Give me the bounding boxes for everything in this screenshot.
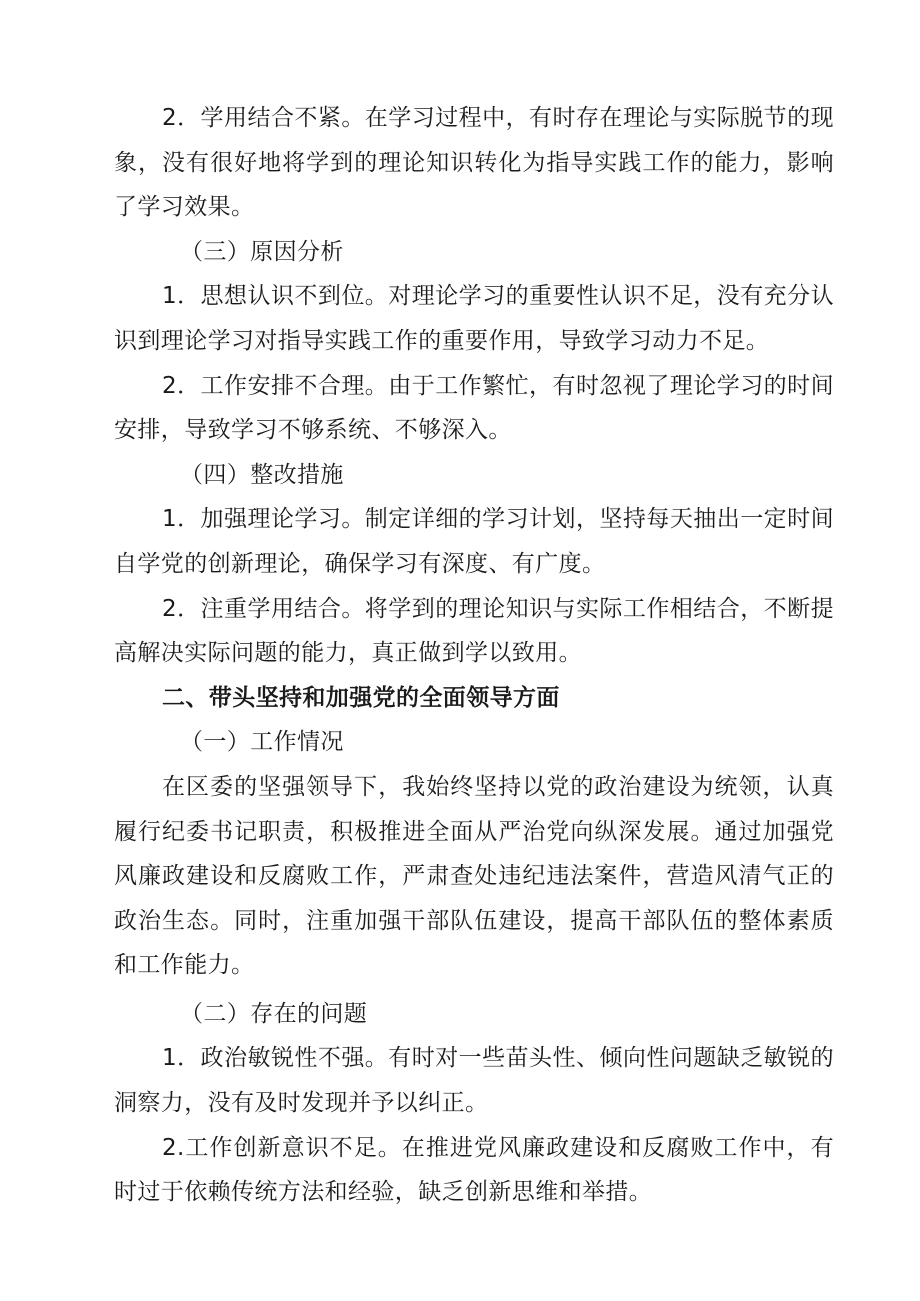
paragraph-political-sensitivity: 1．政治敏锐性不强。有时对一些苗头性、倾向性问题缺乏敏锐的洞察力，没有及时发现并予以纠正。 [114, 1045, 834, 1117]
subheading-rectification-measures: （四）整改措施 [180, 461, 344, 488]
paragraph-learning-application: 2．学用结合不紧。在学习过程中，有时存在理论与实际脱节的现象，没有很好地将学到的理论知识转化为指导实践工作的能力，影响了学习效果。 [114, 105, 834, 221]
section-heading-party-leadership: 二、带头坚持和加强党的全面领导方面 [162, 684, 560, 711]
subheading-existing-problems: （二）存在的问题 [180, 1000, 368, 1027]
paragraph-work-arrangement: 2．工作安排不合理。由于工作繁忙，有时忽视了理论学习的时间安排，导致学习不够系统、不够深入。 [114, 372, 834, 444]
paragraph-work-status-detail: 在区委的坚强领导下，我始终坚持以党的政治建设为统领，认真履行纪委书记职责，积极推进全面从严治党向纵深发展。通过加强党风廉政建设和反腐败工作，严肃查处违纪违法案件，营造风清气正的政治生态。同时，注重加强干部队伍建设，提高干部队伍的整体素质和工作能力。 [114, 773, 834, 979]
paragraph-innovation-awareness: 2.工作创新意识不足。在推进党风廉政建设和反腐败工作中，有时过于依赖传统方法和经验，缺乏创新思维和举措。 [114, 1134, 834, 1206]
document-body [114, 96, 834, 1215]
subheading-cause-analysis: （三）原因分析 [180, 238, 344, 265]
paragraph-combine-learning: 2．注重学用结合。将学到的理论知识与实际工作相结合，不断提高解决实际问题的能力，真正做到学以致用。 [114, 595, 834, 667]
subheading-work-status: （一）工作情况 [180, 729, 344, 756]
paragraph-ideological-awareness: 1．思想认识不到位。对理论学习的重要性认识不足，没有充分认识到理论学习对指导实践工作的重要作用，导致学习动力不足。 [114, 283, 834, 354]
paragraph-strengthen-theory: 1．加强理论学习。制定详细的学习计划，坚持每天抽出一定时间自学党的创新理论，确保学习有深度、有广度。 [114, 506, 834, 577]
